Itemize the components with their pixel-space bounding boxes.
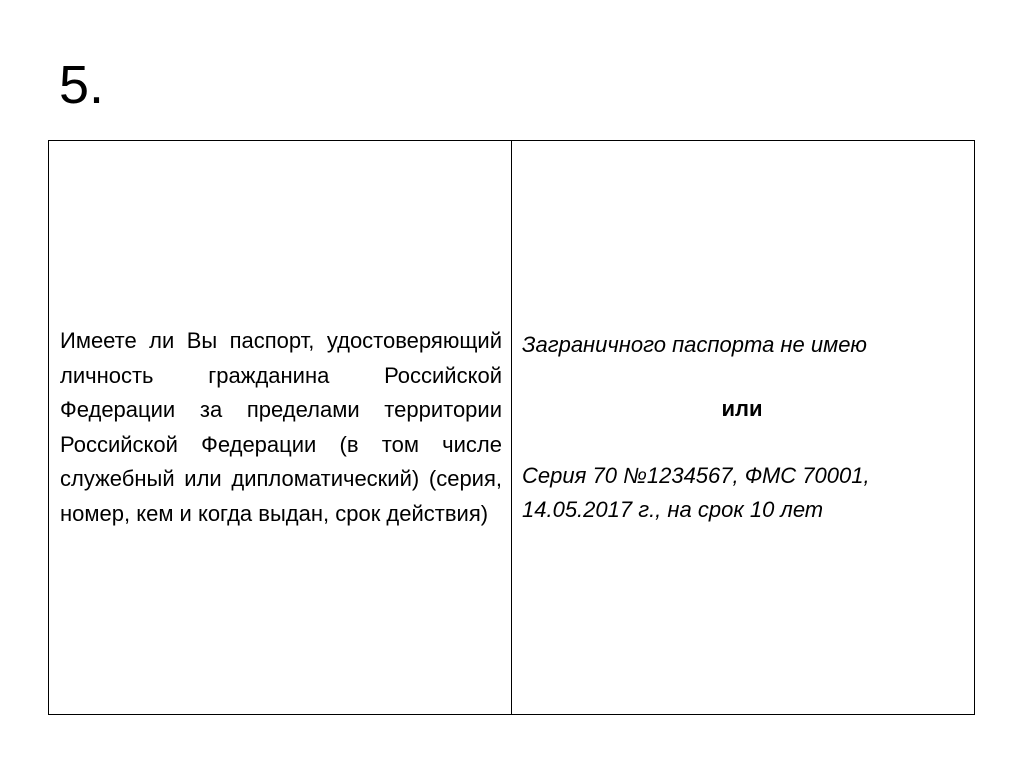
questionnaire-table (48, 140, 975, 715)
answer-block (522, 328, 962, 528)
question-text: Имеете ли Вы паспорт, удостоверяющий личность гражданина Российской Федерации за пределами территории Российской Федерации (в том числе служебный или дипломатический) (серия, номер, кем и когда выдан, срок действия) (60, 328, 502, 526)
question-cell (49, 141, 512, 715)
answer-passport-details-line2: 14.05.2017 г., на срок 10 лет (522, 497, 824, 522)
answer-passport-details-line1: Серия 70 №1234567, ФМС 70001, (522, 462, 870, 488)
answer-cell (512, 141, 975, 715)
answer-option-no-passport: Заграничного паспорта не имею (522, 331, 867, 357)
table-row (49, 141, 975, 715)
slide-number: 5. (59, 55, 105, 115)
answer-separator: или (721, 396, 763, 421)
